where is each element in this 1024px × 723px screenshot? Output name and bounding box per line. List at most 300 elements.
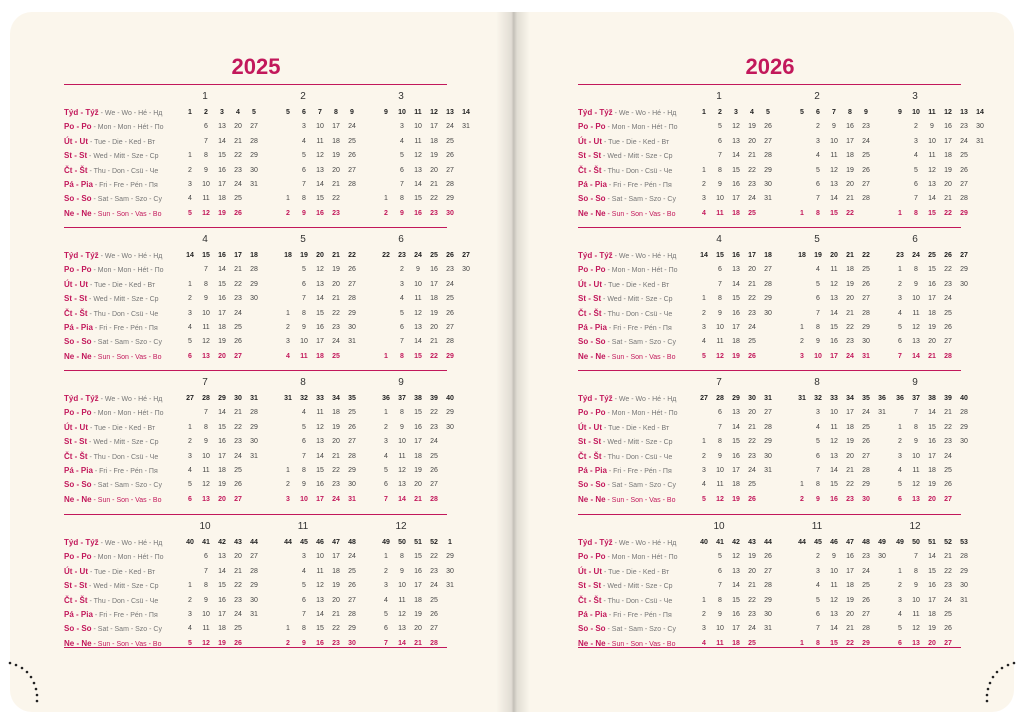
date-cell: 11 xyxy=(316,137,324,145)
date-cell: 7 xyxy=(914,553,918,561)
date-cell: 27 xyxy=(348,596,356,604)
date-cell: 21 xyxy=(332,181,340,188)
date-cell: 4 xyxy=(400,137,404,145)
day-label xyxy=(64,106,184,120)
date-cell: 9 xyxy=(204,438,208,446)
sunday-date: 11 xyxy=(716,209,724,217)
date-cell: 16 xyxy=(218,596,226,604)
date-cell: 3 xyxy=(188,181,192,188)
date-cell: 25 xyxy=(960,152,968,160)
week-number: 31 xyxy=(764,395,772,402)
date-cell: 14 xyxy=(830,309,838,317)
date-cell: 26 xyxy=(348,152,356,160)
date-cell: 1 xyxy=(702,438,706,446)
week-number: 36 xyxy=(878,395,886,402)
date-cell: 2 xyxy=(898,582,902,590)
date-cell: 30 xyxy=(976,123,984,131)
sunday-date: 12 xyxy=(202,209,210,217)
day-label-czech: Út - Ut xyxy=(578,136,602,146)
date-cell: 8 xyxy=(816,324,820,331)
sunday-date: 14 xyxy=(912,352,920,360)
date-cell: 7 xyxy=(400,181,404,188)
date-cell: 29 xyxy=(960,266,968,274)
day-label-czech: So - So xyxy=(578,194,606,204)
date-cell: 13 xyxy=(414,166,422,174)
year-title: 2026 xyxy=(745,54,795,79)
date-cell: 20 xyxy=(846,452,854,460)
week-number: 41 xyxy=(716,539,724,546)
week-number: 36 xyxy=(896,395,904,402)
sunday-date: 6 xyxy=(898,495,902,503)
day-label-translations: - Tue - Die - Ked - Вт xyxy=(88,568,156,576)
date-cell: 27 xyxy=(446,166,454,174)
sunday-date: 22 xyxy=(944,209,952,217)
date-cell: 30 xyxy=(764,181,772,188)
day-label-czech: Út - Ut xyxy=(64,136,88,146)
sunday-date: 9 xyxy=(302,209,306,217)
week-number: 29 xyxy=(218,395,226,402)
date-cell: 25 xyxy=(748,481,756,489)
date-cell: 26 xyxy=(862,280,870,288)
date-cell: 14 xyxy=(218,266,226,274)
week-number: 29 xyxy=(732,395,740,402)
date-cell: 24 xyxy=(348,123,356,131)
date-cell: 5 xyxy=(302,582,306,590)
day-label-czech: Pá - Pia xyxy=(578,180,607,189)
date-cell: 9 xyxy=(914,438,918,446)
date-cell: 6 xyxy=(718,266,722,274)
sunday-date: 13 xyxy=(202,352,210,360)
sunday-date: 28 xyxy=(430,639,438,647)
date-cell: 16 xyxy=(944,123,952,131)
day-label-czech: Út - Ut xyxy=(578,279,602,289)
date-cell: 7 xyxy=(204,409,208,417)
date-cell: 22 xyxy=(944,567,952,575)
sunday-date: 3 xyxy=(286,495,290,503)
date-cell: 16 xyxy=(732,452,740,460)
week-number: 41 xyxy=(202,539,210,546)
date-cell: 17 xyxy=(732,625,740,633)
date-cell: 4 xyxy=(816,582,820,590)
day-label-translations: - Fri - Fre - Pén - Пя xyxy=(92,182,158,189)
date-cell: 19 xyxy=(748,553,756,561)
day-label xyxy=(64,350,184,364)
date-cell: 26 xyxy=(764,553,772,561)
date-cell: 11 xyxy=(716,481,724,489)
date-cell: 30 xyxy=(250,166,258,174)
date-cell: 6 xyxy=(302,596,306,604)
day-label xyxy=(578,278,698,292)
date-cell: 28 xyxy=(348,611,356,618)
date-cell: 15 xyxy=(928,567,936,575)
date-cell: 19 xyxy=(414,611,422,618)
day-label-translations: - Mon - Mon - Hét - По xyxy=(91,554,164,562)
day-label xyxy=(578,579,698,593)
date-cell: 8 xyxy=(400,195,404,203)
week-number: 33 xyxy=(316,395,324,402)
date-cell: 9 xyxy=(302,324,306,331)
month-number: 10 xyxy=(199,521,211,532)
month-number: 4 xyxy=(716,234,722,245)
date-cell: 11 xyxy=(716,338,724,346)
day-label xyxy=(64,550,184,564)
date-cell: 7 xyxy=(816,467,820,474)
date-cell: 18 xyxy=(430,137,438,145)
date-cell: 15 xyxy=(218,423,226,431)
sunday-date: 22 xyxy=(430,352,438,360)
sunday-date: 6 xyxy=(188,352,192,360)
week-number: 40 xyxy=(186,539,194,546)
day-label xyxy=(64,335,184,349)
date-cell: 24 xyxy=(234,611,242,618)
day-label xyxy=(64,406,184,420)
date-cell: 23 xyxy=(846,338,854,346)
date-cell: 5 xyxy=(816,166,820,174)
sunday-date: 21 xyxy=(414,639,422,647)
date-cell: 5 xyxy=(400,309,404,317)
date-cell: 31 xyxy=(250,452,258,460)
day-label-czech: Pá - Pia xyxy=(578,323,607,332)
date-cell: 14 xyxy=(732,423,740,431)
section-divider xyxy=(578,84,961,85)
day-label-translations: - Thu - Don - Csü - Че xyxy=(601,597,673,605)
sunday-date: 24 xyxy=(332,495,340,503)
date-cell: 15 xyxy=(830,481,838,489)
date-cell: 14 xyxy=(218,137,226,145)
date-cell: 24 xyxy=(960,137,968,145)
date-cell: 4 xyxy=(400,295,404,303)
week-number: 4 xyxy=(236,109,240,116)
date-cell: 24 xyxy=(332,338,340,346)
month-number: 9 xyxy=(398,377,404,388)
date-cell: 27 xyxy=(348,438,356,446)
date-cell: 3 xyxy=(384,582,388,590)
day-label-czech: Ne - Ne xyxy=(578,351,606,361)
week-number: 27 xyxy=(700,395,708,402)
date-cell: 27 xyxy=(430,481,438,489)
date-cell: 26 xyxy=(446,152,454,160)
week-number: 23 xyxy=(398,252,406,259)
date-cell: 31 xyxy=(446,582,454,590)
day-label xyxy=(578,637,698,651)
sunday-date: 19 xyxy=(732,495,740,503)
date-cell: 30 xyxy=(960,582,968,590)
day-label-czech: Po - Po xyxy=(64,408,92,418)
date-cell: 6 xyxy=(718,409,722,417)
date-cell: 8 xyxy=(816,481,820,489)
date-cell: 13 xyxy=(732,266,740,274)
date-cell: 9 xyxy=(930,123,934,131)
week-number: 35 xyxy=(348,395,356,402)
date-cell: 9 xyxy=(718,309,722,317)
date-cell: 5 xyxy=(302,423,306,431)
date-cell: 22 xyxy=(748,295,756,303)
date-cell: 10 xyxy=(716,467,724,474)
sunday-date: 4 xyxy=(702,209,706,217)
date-cell: 18 xyxy=(218,467,226,474)
week-number: 49 xyxy=(878,539,886,546)
date-cell: 11 xyxy=(414,137,422,145)
section-divider xyxy=(64,84,447,85)
day-label xyxy=(64,637,184,651)
date-cell: 29 xyxy=(250,152,258,160)
sunday-date: 25 xyxy=(748,209,756,217)
date-cell: 16 xyxy=(928,438,936,446)
month-number: 5 xyxy=(300,234,306,245)
sunday-date: 15 xyxy=(928,209,936,217)
date-cell: 10 xyxy=(716,324,724,331)
date-cell: 24 xyxy=(944,596,952,604)
date-cell: 27 xyxy=(764,137,772,145)
date-cell: 11 xyxy=(830,423,838,431)
week-number: 19 xyxy=(300,252,308,259)
date-cell: 1 xyxy=(286,625,290,633)
date-cell: 18 xyxy=(332,137,340,145)
date-cell: 21 xyxy=(944,195,952,203)
date-cell: 13 xyxy=(398,481,406,489)
date-cell: 16 xyxy=(430,266,438,274)
date-cell: 5 xyxy=(302,152,306,160)
date-cell: 13 xyxy=(912,338,920,346)
date-cell: 2 xyxy=(188,295,192,303)
date-cell: 20 xyxy=(944,181,952,188)
sunday-date: 12 xyxy=(716,495,724,503)
month-number: 12 xyxy=(909,521,921,532)
date-cell: 23 xyxy=(234,438,242,446)
date-cell: 14 xyxy=(316,295,324,303)
date-cell: 24 xyxy=(862,567,870,575)
date-cell: 13 xyxy=(398,625,406,633)
week-number: 37 xyxy=(398,395,406,402)
day-label xyxy=(64,249,184,263)
date-cell: 22 xyxy=(430,553,438,561)
date-cell: 9 xyxy=(718,611,722,618)
date-cell: 28 xyxy=(862,467,870,474)
day-label xyxy=(64,493,184,507)
week-number: 34 xyxy=(846,395,854,402)
day-label-translations: - Mon - Mon - Hét - По xyxy=(605,554,678,562)
day-label-translations: - Sun - Son - Vas - Во xyxy=(91,210,162,218)
sunday-date: 30 xyxy=(348,639,356,647)
date-cell: 21 xyxy=(430,338,438,346)
date-cell: 27 xyxy=(764,409,772,417)
date-cell: 8 xyxy=(914,266,918,274)
date-cell: 30 xyxy=(348,324,356,331)
week-number: 48 xyxy=(862,539,870,546)
quarter-section xyxy=(64,370,454,504)
date-cell: 18 xyxy=(928,467,936,474)
date-cell: 24 xyxy=(234,452,242,460)
date-cell: 29 xyxy=(862,481,870,489)
day-label-czech: Pá - Pia xyxy=(64,610,93,619)
date-cell: 3 xyxy=(816,567,820,575)
date-cell: 18 xyxy=(944,152,952,160)
day-label-czech: Út - Ut xyxy=(64,422,88,432)
week-number: 52 xyxy=(944,539,952,546)
week-number: 20 xyxy=(316,252,324,259)
day-label-translations: - Mon - Mon - Hét - По xyxy=(91,267,164,275)
date-cell: 10 xyxy=(316,123,324,131)
day-label-translations: - Thu - Don - Csü - Че xyxy=(87,453,159,461)
section-divider xyxy=(578,227,961,228)
day-label-czech: Ne - Ne xyxy=(578,208,606,218)
day-label-czech: Ne - Ne xyxy=(64,638,92,648)
date-cell: 1 xyxy=(384,553,388,561)
date-cell: 28 xyxy=(446,338,454,346)
date-cell: 18 xyxy=(846,582,854,590)
date-cell: 7 xyxy=(302,452,306,460)
date-cell: 27 xyxy=(764,567,772,575)
day-label xyxy=(578,478,698,492)
sunday-date: 23 xyxy=(332,639,340,647)
day-label-czech: Týd - Týž xyxy=(578,394,613,403)
date-cell: 11 xyxy=(398,596,406,604)
week-number: 25 xyxy=(430,252,438,259)
day-label-translations: - Thu - Don - Csü - Че xyxy=(601,167,673,175)
date-cell: 28 xyxy=(250,266,258,274)
date-cell: 8 xyxy=(302,195,306,203)
day-label-translations: - We - Wo - Hé - Нд xyxy=(98,110,163,117)
date-cell: 2 xyxy=(702,452,706,460)
day-label xyxy=(578,350,698,364)
week-number: 6 xyxy=(816,109,820,116)
week-number: 35 xyxy=(862,395,870,402)
date-cell: 28 xyxy=(862,195,870,203)
date-cell: 5 xyxy=(816,596,820,604)
date-cell: 7 xyxy=(718,582,722,590)
day-label-czech: Út - Ut xyxy=(578,566,602,576)
quarter-section xyxy=(578,514,968,648)
date-cell: 19 xyxy=(332,582,340,590)
section-divider xyxy=(64,514,447,515)
date-cell: 10 xyxy=(912,452,920,460)
date-cell: 24 xyxy=(944,295,952,303)
date-cell: 1 xyxy=(188,582,192,590)
week-number: 50 xyxy=(912,539,920,546)
date-cell: 2 xyxy=(188,438,192,446)
date-cell: 12 xyxy=(202,338,210,346)
date-cell: 8 xyxy=(718,166,722,174)
date-cell: 21 xyxy=(234,266,242,274)
week-number: 19 xyxy=(814,252,822,259)
sunday-date: 20 xyxy=(928,639,936,647)
date-cell: 4 xyxy=(384,452,388,460)
day-label xyxy=(578,608,698,622)
date-cell: 9 xyxy=(204,295,208,303)
week-number: 38 xyxy=(414,395,422,402)
date-cell: 14 xyxy=(732,280,740,288)
date-cell: 18 xyxy=(732,481,740,489)
week-number: 37 xyxy=(912,395,920,402)
sunday-date: 15 xyxy=(830,639,838,647)
date-cell: 26 xyxy=(234,481,242,489)
week-number: 42 xyxy=(732,539,740,546)
sunday-date: 6 xyxy=(188,495,192,503)
date-cell: 29 xyxy=(446,553,454,561)
day-label-translations: - Mon - Mon - Hét - По xyxy=(91,410,164,418)
day-label-translations: - Fri - Fre - Pén - Пя xyxy=(606,325,672,332)
day-label-translations: - Sun - Son - Vas - Во xyxy=(605,353,676,361)
date-cell: 23 xyxy=(234,166,242,174)
date-cell: 1 xyxy=(384,409,388,417)
date-cell: 23 xyxy=(862,123,870,131)
date-cell: 6 xyxy=(816,181,820,188)
date-cell: 15 xyxy=(414,553,422,561)
week-number: 14 xyxy=(976,109,984,116)
date-cell: 17 xyxy=(928,596,936,604)
sunday-date: 16 xyxy=(316,209,324,217)
sunday-date: 26 xyxy=(748,352,756,360)
date-cell: 15 xyxy=(414,195,422,203)
date-cell: 4 xyxy=(898,467,902,474)
day-label xyxy=(64,263,184,277)
date-cell: 12 xyxy=(732,123,740,131)
day-label-translations: - Tue - Die - Ked - Вт xyxy=(88,424,156,432)
sunday-date: 30 xyxy=(446,209,454,217)
sunday-date: 18 xyxy=(732,209,740,217)
month-number: 7 xyxy=(716,377,722,388)
week-number: 20 xyxy=(830,252,838,259)
date-cell: 27 xyxy=(348,166,356,174)
date-cell: 31 xyxy=(764,467,772,474)
week-number: 23 xyxy=(896,252,904,259)
day-label xyxy=(578,120,698,134)
date-cell: 26 xyxy=(430,467,438,474)
sunday-date: 2 xyxy=(286,209,290,217)
week-number: 14 xyxy=(186,252,194,259)
week-number: 15 xyxy=(716,252,724,259)
day-label xyxy=(578,421,698,435)
date-cell: 15 xyxy=(732,166,740,174)
date-cell: 21 xyxy=(846,195,854,203)
date-cell: 1 xyxy=(286,309,290,317)
quarter-section xyxy=(578,227,968,361)
date-cell: 17 xyxy=(928,295,936,303)
day-label-translations: - Mon - Mon - Hét - По xyxy=(605,267,678,275)
date-cell: 18 xyxy=(218,324,226,331)
date-cell: 29 xyxy=(348,625,356,633)
date-cell: 16 xyxy=(928,582,936,590)
day-label-translations: - Wed - Mitt - Sze - Ср xyxy=(601,583,673,591)
month-number: 4 xyxy=(202,234,208,245)
month-number: 8 xyxy=(300,377,306,388)
date-cell: 1 xyxy=(702,166,706,174)
date-cell: 21 xyxy=(846,309,854,317)
date-cell: 28 xyxy=(960,553,968,561)
date-cell: 4 xyxy=(188,467,192,474)
sunday-date: 20 xyxy=(218,352,226,360)
day-label-translations: - Tue - Die - Ked - Вт xyxy=(602,281,670,289)
sunday-date: 8 xyxy=(816,639,820,647)
date-cell: 23 xyxy=(748,452,756,460)
date-cell: 24 xyxy=(748,467,756,474)
date-cell: 25 xyxy=(234,625,242,633)
date-cell: 19 xyxy=(846,596,854,604)
date-cell: 15 xyxy=(316,625,324,633)
date-cell: 5 xyxy=(188,338,192,346)
sunday-date: 10 xyxy=(814,352,822,360)
sunday-date: 20 xyxy=(928,495,936,503)
date-cell: 30 xyxy=(446,567,454,575)
sunday-date: 31 xyxy=(862,352,870,360)
date-cell: 11 xyxy=(830,152,838,160)
date-cell: 20 xyxy=(748,137,756,145)
date-cell: 4 xyxy=(898,611,902,618)
date-cell: 26 xyxy=(234,338,242,346)
date-cell: 1 xyxy=(702,596,706,604)
date-cell: 8 xyxy=(914,567,918,575)
day-label-czech: Po - Po xyxy=(64,122,92,132)
